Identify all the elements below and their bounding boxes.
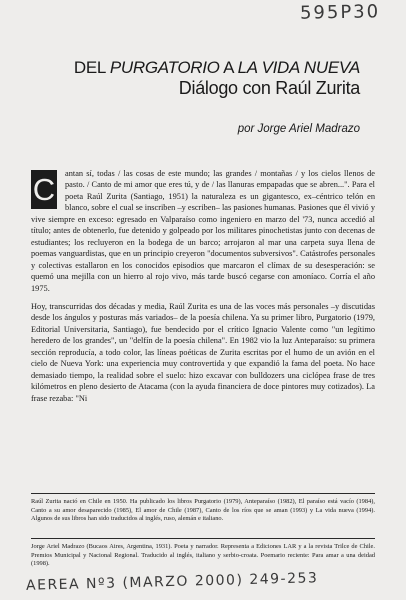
article-body [31, 168, 375, 404]
footnote-zurita-bio: Raúl Zurita nació en Chile en 1950. Ha publicado los libros Purgatorio (1979), Anteparaíso (1982), El paraíso está vacío (1984), Canto a su amor desaparecido (1985), El amor de Chile (1987), Canto de los ríos que se aman (1993) y La vida nueva (1994). Algunos de sus libros han sido traducidos al inglés, ruso, alemán e italiano. [31, 498, 375, 523]
handwritten-citation: AEREA Nº3 (MARZO 2000) 249-253 [25, 570, 319, 594]
footnote-madrazo-bio: Jorge Ariel Madrazo (Bucaos Aires, Argentina, 1931). Poeta y narrador. Representa a Ediciones LAR y a la revista Trilce de Chile. Premios Municipal y Nacional Regional. Traducido al inglés, italiano y serbio-croata. Poemario reciente: Para amar a una deidad (1998). [31, 543, 375, 568]
article-title: DEL PURGATORIO A LA VIDA NUEVA [73, 58, 360, 77]
article-paragraph-2: Hoy, transcurridas dos décadas y media, Raúl Zurita es una de las voces más personales –y discutidas desde los ángulos y posturas más variados– de la poesía chilena. Ya su primer libro, Purgatorio (1979, Editorial Universitaria, Santiago), fue bendecido por el crítico Ignacio Valente como "un legítimo heredero de los grandes", un "delfín de la poesía chilena". En 1982 vio la luz Anteparaíso: su primera sección reproducía, a todo color, las líneas poéticas de Zurita escritas por el humo de un avión en el cielo de Nueva York: una experiencia muy controvertida y que expandió la fama del poeta. No hace demasiado tiempo, la realidad sobre el suelo: hizo excavar con bulldozers una ciclópea frase de tres kilómetros en pleno desierto de Atacama (con la ayuda financiera de doce pintores muy cotizados). La frase rezaba: "Ni [31, 301, 375, 403]
footnote-divider [31, 493, 375, 494]
footnote-divider [31, 538, 375, 539]
article-paragraph-1: C antan sí, todas / las cosas de este mundo; las grandes / montañas / y los cielos llenos de pasto. / Canto de mi amor que eres tú, y de / las llanuras empapadas que se abren...". Para el poeta Raúl Zurita (Santiago, 1951) la naturaleza es un gigantesco, ex–céntrico telón en blanco, sobre el cual se inscriben –y escriben– las pasiones humanas. Pasiones que él vivió y vive siempre en exceso: egresado en Valparaíso como ingeniero en marzo del '73, nunca accedió al título; antes de obtenerlo, fue detenido y golpeado por los militares pinochetistas junto con decenas de estudiantes; los recluyeron en la bodega de un barco; arrojaron al mar una carpeta suya llena de poemas vanguardistas, que en un principio creyeron "documentos subversivos". Catástrofes personales y colectivas estallaron en los conocidos episodios que marcaron el clímax de su desesperación: se quemó una mejilla con un hierro al rojo vivo, más tarde buscó cegarse con amoníaco. Corría el año 1975. [31, 169, 375, 293]
handwritten-catalog-number: 595P30 [299, 1, 381, 24]
article-subtitle: Diálogo con Raúl Zurita [178, 78, 360, 98]
article-author: por Jorge Ariel Madrazo [237, 123, 360, 135]
drop-cap: C [32, 172, 56, 207]
